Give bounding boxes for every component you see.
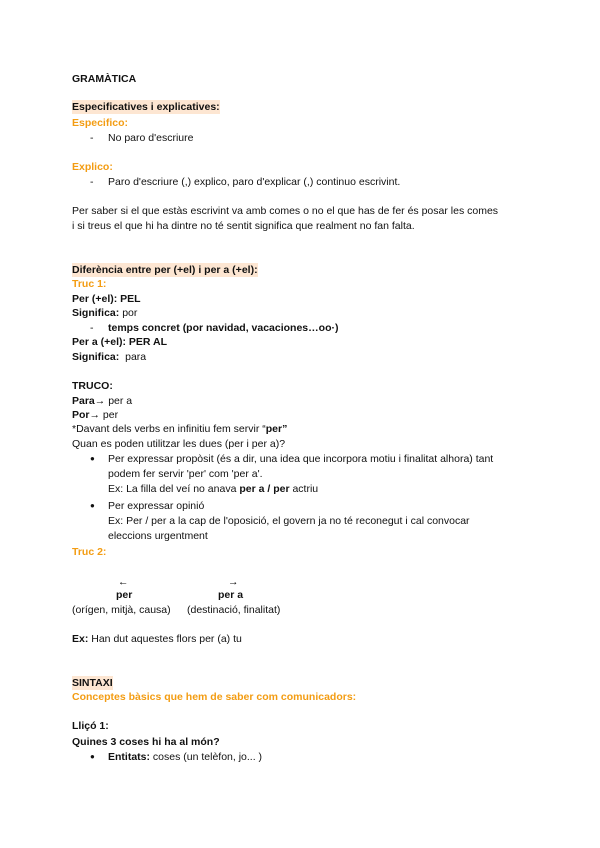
llico-label: Lliçó 1: [72, 720, 109, 732]
significa-label: Significa: [72, 307, 120, 319]
davant-text: *Davant dels verbs en infinitiu fem servir “ [72, 423, 266, 435]
especificatives-title: Especificatives i explicatives: [72, 101, 220, 113]
per-a-word: per a [218, 589, 244, 601]
paragraph-line: i si treus el que hi ha dintre no té sentit significa que realment no fan falta. [72, 220, 415, 232]
bullet2-line1: Per expressar opinió [108, 500, 205, 512]
truco-label: TRUCO: [72, 380, 113, 392]
example-bold: per a / per [239, 483, 290, 495]
arrow-right-icon: → [94, 395, 106, 407]
ex-label: Ex: [72, 633, 89, 645]
right-arrow-icon: → [228, 576, 239, 588]
origen-text: (orígen, mitjà, causa) [72, 604, 171, 616]
example-text: Ex: La filla del veí no anava [108, 483, 240, 495]
example-line [72, 632, 242, 646]
para-label: Para [72, 395, 95, 407]
per-word: per [116, 589, 133, 601]
entitats-text: coses (un telèfon, jo... ) [150, 751, 263, 763]
diferencia-title: Diferència entre per (+el) i per a (+el): [72, 264, 258, 276]
significa-value: por [122, 307, 138, 319]
ex-text: Han dut aquestes flors per (a) tu [88, 633, 242, 645]
left-arrow-icon: ← [118, 576, 129, 588]
per-a-el-line: Per a (+el): PER AL [72, 336, 168, 348]
quan-line: Quan es poden utilitzar les dues (per i per a)? [72, 438, 286, 450]
paragraph-line: Per saber si el que estàs escrivint va amb comes o no el que has de fer és posar les comes [72, 205, 499, 217]
dash-bullet: - [90, 176, 94, 188]
para-value: per a [105, 395, 133, 407]
davant-line [72, 422, 287, 436]
significa-por-line [72, 306, 137, 320]
entitats-label: Entitats: [108, 751, 150, 763]
especifico-label: Especifico: [72, 117, 129, 129]
bullet2-example2: eleccions urgentment [108, 530, 208, 542]
explico-item: Paro d'escriure (,) explico, paro d'explicar (,) continuo escrivint. [108, 176, 401, 188]
bullet1-line1: Per expressar propòsit (és a dir, una idea que incorpora motiu i finalitat alhora) tant [108, 453, 494, 465]
bullet1-example [108, 482, 318, 496]
bullet-dot-icon: ● [90, 454, 95, 463]
bullet1-line2: podem fer servir 'per' com 'per a'. [108, 468, 263, 480]
bullet2-example1: Ex: Per / per a la cap de l'oposició, el govern ja no té reconegut i cal convocar [108, 515, 470, 527]
especifico-item: No paro d'escriure [108, 132, 194, 144]
quines-line: Quines 3 coses hi ha al món? [72, 736, 220, 748]
significa-label: Significa: [72, 351, 120, 363]
bullet-dot-icon: ● [90, 501, 95, 510]
para-line [72, 394, 132, 408]
por-label: Por [72, 409, 90, 421]
temps-concret-item: temps concret (por navidad, vacaciones…oo·) [108, 322, 339, 334]
sintaxi-title: SINTAXI [72, 677, 113, 689]
example-text: actriu [289, 483, 319, 495]
conceptes-title: Conceptes bàsics que hem de saber com comunicadors: [72, 691, 357, 703]
dash-bullet: - [90, 132, 94, 144]
por-value: per [100, 409, 119, 421]
destinacio-text: (destinació, finalitat) [187, 604, 281, 616]
per-el-line: Per (+el): PEL [72, 293, 141, 305]
truc2-label: Truc 2: [72, 546, 107, 558]
entitats-line [108, 750, 262, 764]
heading-gramatica: GRAMÀTICA [72, 73, 137, 85]
dash-bullet: - [90, 322, 94, 334]
explico-label: Explico: [72, 161, 113, 173]
davant-bold: per” [265, 423, 288, 435]
por-line [72, 408, 118, 422]
arrow-right-icon: → [89, 409, 101, 421]
significa-value: para [125, 351, 147, 363]
significa-para-line [72, 350, 146, 364]
bullet-dot-icon: ● [90, 752, 95, 761]
truc1-label: Truc 1: [72, 278, 107, 290]
